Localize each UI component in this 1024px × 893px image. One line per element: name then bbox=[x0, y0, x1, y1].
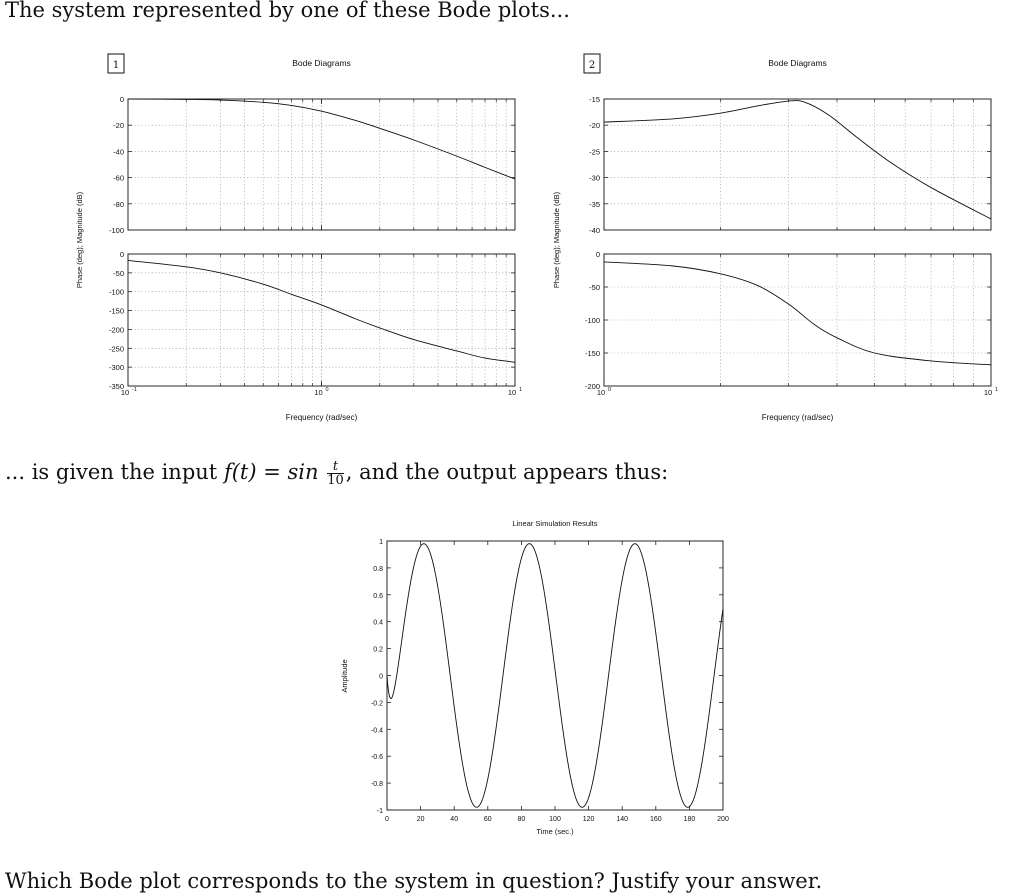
bode-2-number-label: 2 bbox=[588, 60, 596, 71]
input-suffix: , and the output appears thus: bbox=[345, 460, 669, 484]
bode-2-magnitude-ytick-label: -25 bbox=[589, 147, 600, 157]
bode-1-phase-xtick-label: 10 bbox=[507, 388, 517, 397]
sim-ytick-label: -0.8 bbox=[370, 781, 383, 789]
bode-2-phase-ytick-label: 0 bbox=[595, 250, 600, 259]
bode-2-magnitude-ytick-label: -15 bbox=[589, 95, 600, 104]
sim-ytick-label: 0.6 bbox=[373, 592, 383, 600]
sim-xtick-label: 180 bbox=[683, 816, 696, 823]
bode-1-magnitude-ytick-label: -80 bbox=[113, 199, 124, 209]
bode-2-magnitude-ytick-label: -30 bbox=[589, 173, 600, 183]
bode-1 bbox=[75, 54, 522, 422]
bode-1-phase-ytick-label: -350 bbox=[108, 382, 124, 391]
fraction-denominator: 10 bbox=[327, 473, 344, 488]
fraction-numerator: t bbox=[327, 460, 344, 474]
bode-1-phase-xtick-label: 10 bbox=[120, 388, 130, 397]
bode-1-magnitude-ytick-label: -40 bbox=[113, 147, 124, 157]
bode-1-phase-ytick-label: -150 bbox=[108, 306, 124, 316]
bode-1-magnitude-ytick-label: -20 bbox=[113, 121, 124, 131]
sim-xtick-label: 60 bbox=[483, 816, 492, 823]
bode-2-phase-xtick-exponent: 0 bbox=[608, 387, 612, 393]
sim-ytick-label: -0.6 bbox=[370, 754, 383, 762]
sim-xtick-label: 20 bbox=[416, 816, 425, 823]
sim-ytick-label: -0.2 bbox=[370, 700, 383, 708]
question-final: Which Bode plot corresponds to the system in question? Justify your answer. bbox=[5, 869, 823, 893]
bode-1-phase-ytick-label: 0 bbox=[119, 250, 124, 259]
bode-1-phase-ytick-label: -100 bbox=[108, 287, 124, 297]
bode-1-magnitude-ytick-label: 0 bbox=[119, 95, 124, 104]
bode-1-title: Bode Diagrams bbox=[292, 58, 351, 68]
sim-xlabel: Time (sec.) bbox=[536, 827, 574, 836]
sim-xtick-label: 200 bbox=[717, 816, 729, 823]
bode-2-phase-ytick-label: -200 bbox=[584, 382, 600, 391]
bode-2-phase-ytick-label: -100 bbox=[584, 316, 600, 325]
bode-1-xlabel: Frequency (rad/sec) bbox=[285, 413, 358, 422]
bode-1-phase-ytick-label: -250 bbox=[108, 344, 124, 354]
linear-sim bbox=[340, 519, 729, 836]
bode-1-phase-xtick-exponent: -1 bbox=[132, 387, 137, 393]
bode-1-phase-xtick-exponent: 1 bbox=[519, 387, 523, 393]
sim-title: Linear Simulation Results bbox=[512, 519, 598, 528]
bode-1-phase-ytick-label: -200 bbox=[108, 325, 124, 335]
bode-2-magnitude-ytick-label: -40 bbox=[589, 226, 600, 235]
sim-ylabel: Amplitude bbox=[340, 659, 349, 693]
bode-1-phase-xtick-label: 10 bbox=[314, 388, 323, 397]
input-function: f(t) = sin bbox=[223, 460, 319, 484]
sim-xtick-label: 120 bbox=[582, 816, 595, 823]
sim-xtick-label: 40 bbox=[450, 816, 459, 823]
bode-2-phase-ytick-label: -150 bbox=[584, 349, 600, 358]
bode-1-magnitude-ytick-label: -60 bbox=[113, 173, 124, 183]
bode-2 bbox=[552, 54, 998, 422]
bode-2-title: Bode Diagrams bbox=[768, 58, 827, 68]
bode-2-phase-ytick-label: -50 bbox=[589, 283, 600, 292]
bode-2-xlabel: Frequency (rad/sec) bbox=[761, 413, 834, 422]
bode-1-magnitude-ytick-label: -100 bbox=[108, 226, 124, 235]
sim-xtick-label: 0 bbox=[385, 816, 389, 823]
sim-ytick-label: -0.4 bbox=[370, 727, 383, 735]
bode-1-ylabel: Phase (deg); Magnitude (dB) bbox=[75, 191, 84, 289]
bode-1-phase-xtick-exponent: 0 bbox=[325, 387, 329, 393]
bode-1-phase-ytick-label: -300 bbox=[108, 363, 124, 373]
sim-axes-frame bbox=[387, 541, 723, 810]
bode-2-phase-xtick-label: 10 bbox=[596, 388, 606, 397]
bode-2-magnitude-ytick-label: -35 bbox=[589, 199, 600, 209]
bode-2-phase-xtick-label: 10 bbox=[983, 388, 993, 397]
bode-2-magnitude-axes-frame bbox=[604, 99, 991, 230]
question-intro: The system represented by one of these Bode plots... bbox=[5, 0, 570, 22]
bode-2-ylabel: Phase (deg); Magnitude (dB) bbox=[552, 191, 561, 289]
bode-2-magnitude-ytick-label: -20 bbox=[589, 121, 600, 131]
input-prefix: ... is given the input bbox=[5, 460, 218, 484]
bode-1-phase-ytick-label: -50 bbox=[113, 268, 124, 278]
sim-ytick-label: 0 bbox=[379, 673, 383, 681]
sim-ytick-label: 0.8 bbox=[373, 565, 383, 573]
bode-1-number-label: 1 bbox=[112, 60, 120, 71]
sim-ytick-label: -1 bbox=[376, 808, 383, 815]
sim-xtick-label: 160 bbox=[649, 816, 662, 823]
sim-xtick-label: 80 bbox=[517, 816, 526, 823]
sim-xtick-label: 100 bbox=[549, 816, 561, 823]
sim-ytick-label: 0.2 bbox=[373, 646, 383, 654]
sim-ytick-label: 0.4 bbox=[373, 619, 383, 627]
sim-xtick-label: 140 bbox=[616, 816, 629, 823]
sim-ytick-label: 1 bbox=[379, 539, 383, 546]
bode-2-phase-xtick-exponent: 1 bbox=[995, 387, 999, 393]
